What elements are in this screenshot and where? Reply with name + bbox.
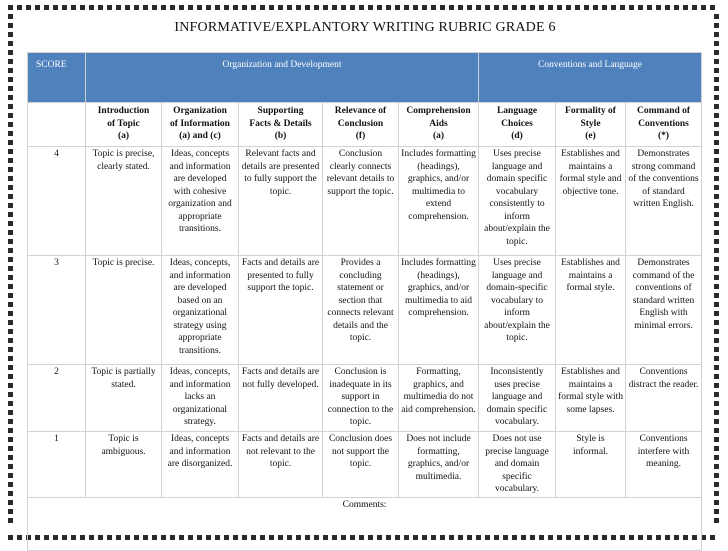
border-square — [8, 5, 13, 10]
border-square — [413, 5, 418, 10]
rubric-cell: Topic is partially stated. — [86, 365, 162, 432]
rubric-cell: Facts and details are not fully developed. — [239, 365, 323, 432]
border-square — [8, 77, 13, 82]
border-square — [714, 347, 719, 352]
score-value: 2 — [28, 365, 86, 432]
border-square — [44, 5, 49, 10]
border-square — [431, 5, 436, 10]
border-square — [714, 122, 719, 127]
border-square — [714, 374, 719, 379]
border-square — [714, 68, 719, 73]
rubric-title: INFORMATIVE/EXPLANTORY WRITING RUBRIC GRADE 6 — [174, 20, 556, 35]
border-square — [251, 5, 256, 10]
border-square — [287, 5, 292, 10]
border-square — [440, 5, 445, 10]
border-square — [8, 230, 13, 235]
border-square — [8, 518, 13, 523]
border-square — [8, 338, 13, 343]
border-square — [98, 5, 103, 10]
border-square — [714, 23, 719, 28]
rubric-cell: Topic is precise, clearly stated. — [86, 147, 162, 256]
border-square — [714, 194, 719, 199]
criterion-heading: Language Choices (d) — [479, 103, 556, 147]
border-square — [8, 365, 13, 370]
border-square — [8, 221, 13, 226]
border-square — [714, 140, 719, 145]
border-square — [476, 5, 481, 10]
border-square — [674, 5, 679, 10]
border-square — [647, 5, 652, 10]
border-square — [620, 5, 625, 10]
table-row — [28, 147, 702, 256]
border-square — [8, 104, 13, 109]
border-square — [8, 428, 13, 433]
rubric-cell: Conventions interfere with meaning. — [626, 432, 702, 498]
border-square — [512, 5, 517, 10]
border-square — [8, 293, 13, 298]
border-square — [593, 5, 598, 10]
border-square — [8, 167, 13, 172]
border-square — [701, 5, 706, 10]
border-square — [467, 5, 472, 10]
border-square — [714, 149, 719, 154]
criterion-heading: Organization of Information (a) and (c) — [162, 103, 239, 147]
border-square — [8, 482, 13, 487]
border-square — [714, 50, 719, 55]
border-square — [714, 329, 719, 334]
border-square — [8, 535, 13, 540]
border-square — [368, 5, 373, 10]
border-square — [8, 329, 13, 334]
border-square — [8, 212, 13, 217]
border-square — [485, 5, 490, 10]
header-band-row — [28, 53, 702, 103]
table-row — [28, 365, 702, 432]
border-square — [714, 428, 719, 433]
criterion-heading: Formality of Style (e) — [556, 103, 626, 147]
border-square — [161, 5, 166, 10]
border-square — [8, 311, 13, 316]
border-square — [714, 401, 719, 406]
rubric-cell: Topic is precise. — [86, 256, 162, 365]
border-square — [714, 59, 719, 64]
border-square — [714, 464, 719, 469]
border-square — [714, 113, 719, 118]
border-square — [8, 86, 13, 91]
border-square — [8, 401, 13, 406]
criterion-heading: Introduction of Topic (a) — [86, 103, 162, 147]
border-square — [714, 221, 719, 226]
border-square — [8, 320, 13, 325]
border-square — [8, 356, 13, 361]
border-square — [71, 5, 76, 10]
border-square — [395, 5, 400, 10]
border-square — [8, 131, 13, 136]
border-square — [8, 14, 13, 19]
border-square — [404, 5, 409, 10]
border-square — [611, 5, 616, 10]
border-square — [714, 455, 719, 460]
border-square — [710, 535, 715, 540]
border-square — [116, 5, 121, 10]
border-square — [8, 50, 13, 55]
border-square — [714, 392, 719, 397]
border-square — [629, 5, 634, 10]
border-square — [8, 68, 13, 73]
rubric-cell: Ideas, concepts, and information lacks an organizational strategy. — [162, 365, 239, 432]
rubric-cell: Ideas, concepts, and information are developed based on an organizational strategy using appropriate transitions. — [162, 256, 239, 365]
rubric-cell: Uses precise language and domain specific vocabulary consistently to inform about/explain the topic. — [479, 147, 556, 256]
border-square — [714, 482, 719, 487]
organization-development-header: Organization and Development — [86, 53, 479, 103]
border-square — [530, 5, 535, 10]
border-square — [188, 5, 193, 10]
border-square — [8, 23, 13, 28]
border-square — [714, 383, 719, 388]
border-square — [714, 185, 719, 190]
rubric-cell: Ideas, concepts and information are developed with cohesive organization and appropriate transitions. — [162, 147, 239, 256]
rubric-cell: Demonstrates command of the conventions of standard written English with minimal errors. — [626, 256, 702, 365]
border-square — [584, 5, 589, 10]
border-square — [714, 131, 719, 136]
border-square — [197, 5, 202, 10]
border-square — [152, 5, 157, 10]
border-square — [8, 500, 13, 505]
rubric-cell: Ideas, concepts and information are disorganized. — [162, 432, 239, 498]
border-square — [8, 185, 13, 190]
border-square — [422, 5, 427, 10]
border-square — [35, 5, 40, 10]
border-square — [714, 437, 719, 442]
border-square — [714, 338, 719, 343]
rubric-cell: Includes formatting (headings), graphics, and/or multimedia to extend comprehension. — [399, 147, 479, 256]
rubric-cell: Establishes and maintains a formal style with some lapses. — [556, 365, 626, 432]
border-square — [296, 5, 301, 10]
border-square — [714, 500, 719, 505]
border-square — [714, 14, 719, 19]
border-square — [8, 455, 13, 460]
border-square — [179, 5, 184, 10]
rubric-cell: Conclusion does not support the topic. — [323, 432, 399, 498]
border-square — [8, 284, 13, 289]
border-square — [714, 86, 719, 91]
rubric-table — [27, 52, 702, 551]
rubric-cell: Establishes and maintains a formal style. — [556, 256, 626, 365]
border-square — [8, 122, 13, 127]
criteria-blank-cell — [28, 103, 86, 147]
comments-row — [28, 497, 702, 550]
border-square — [8, 203, 13, 208]
border-square — [80, 5, 85, 10]
table-row — [28, 256, 702, 365]
border-square — [53, 5, 58, 10]
rubric-cell: Conventions distract the reader. — [626, 365, 702, 432]
border-square — [8, 266, 13, 271]
border-square — [714, 419, 719, 424]
border-square — [714, 302, 719, 307]
border-square — [8, 239, 13, 244]
border-square — [714, 203, 719, 208]
border-square — [323, 5, 328, 10]
criterion-heading: Relevance of Conclusion (f) — [323, 103, 399, 147]
border-square — [714, 212, 719, 217]
border-square — [8, 275, 13, 280]
border-square — [8, 302, 13, 307]
border-square — [714, 509, 719, 514]
rubric-cell: Facts and details are presented to fully support the topic. — [239, 256, 323, 365]
border-square — [714, 266, 719, 271]
rubric-cell: Inconsistently uses precise language and domain specific vocabulary. — [479, 365, 556, 432]
border-square — [8, 248, 13, 253]
border-square — [714, 491, 719, 496]
table-row — [28, 432, 702, 498]
border-square — [714, 95, 719, 100]
rubric-cell: Demonstrates strong command of the conventions of standard written English. — [626, 147, 702, 256]
rubric-cell: Conclusion clearly connects relevant details to support the topic. — [323, 147, 399, 256]
rubric-cell: Topic is ambiguous. — [86, 432, 162, 498]
border-square — [8, 464, 13, 469]
border-square — [458, 5, 463, 10]
border-square — [503, 5, 508, 10]
border-square — [714, 365, 719, 370]
border-square — [602, 5, 607, 10]
border-square — [134, 5, 139, 10]
border-square — [17, 5, 22, 10]
border-square — [714, 320, 719, 325]
border-square — [714, 41, 719, 46]
border-square — [8, 410, 13, 415]
border-square — [206, 5, 211, 10]
border-square — [714, 473, 719, 478]
criterion-heading: Command of Conventions (*) — [626, 103, 702, 147]
border-square — [638, 5, 643, 10]
border-square — [8, 140, 13, 145]
border-square — [714, 410, 719, 415]
border-square — [62, 5, 67, 10]
comments-label: Comments: — [28, 497, 702, 550]
border-square — [665, 5, 670, 10]
border-square — [8, 41, 13, 46]
border-square — [8, 383, 13, 388]
border-square — [714, 311, 719, 316]
border-square — [714, 158, 719, 163]
border-square — [350, 5, 355, 10]
criterion-heading: Comprehension Aids (a) — [399, 103, 479, 147]
border-square — [125, 5, 130, 10]
border-square — [8, 473, 13, 478]
border-square — [683, 5, 688, 10]
border-square — [575, 5, 580, 10]
border-square — [539, 5, 544, 10]
rubric-cell: Includes formatting (headings), graphics, and/or multimedia to aid comprehension. — [399, 256, 479, 365]
border-square — [8, 347, 13, 352]
border-square — [242, 5, 247, 10]
rubric-cell: Relevant facts and details are presented to fully support the topic. — [239, 147, 323, 256]
border-square — [714, 104, 719, 109]
border-square — [8, 392, 13, 397]
border-square — [17, 535, 22, 540]
border-square — [8, 59, 13, 64]
border-square — [714, 284, 719, 289]
criteria-row — [28, 103, 702, 147]
rubric-cell: Establishes and maintains a formal style and objective tone. — [556, 147, 626, 256]
border-square — [714, 518, 719, 523]
border-square — [8, 509, 13, 514]
rubric-cell: Style is informal. — [556, 432, 626, 498]
border-square — [8, 419, 13, 424]
border-square — [89, 5, 94, 10]
score-value: 3 — [28, 256, 86, 365]
border-square — [8, 113, 13, 118]
rubric-cell: Does not include formatting, graphics, and/or multimedia. — [399, 432, 479, 498]
border-square — [269, 5, 274, 10]
border-square — [566, 5, 571, 10]
rubric-cell: Facts and details are not relevant to the topic. — [239, 432, 323, 498]
border-square — [8, 257, 13, 262]
rubric-cell: Conclusion is inadequate in its support in connection to the topic. — [323, 365, 399, 432]
border-square — [494, 5, 499, 10]
score-value: 4 — [28, 147, 86, 256]
border-square — [215, 5, 220, 10]
border-square — [714, 275, 719, 280]
border-square — [8, 446, 13, 451]
border-square — [656, 5, 661, 10]
border-square — [8, 149, 13, 154]
border-square — [692, 5, 697, 10]
border-square — [710, 5, 715, 10]
criterion-heading: Supporting Facts & Details (b) — [239, 103, 323, 147]
border-square — [714, 248, 719, 253]
border-square — [377, 5, 382, 10]
border-square — [8, 158, 13, 163]
conventions-language-header: Conventions and Language — [479, 53, 702, 103]
border-square — [8, 95, 13, 100]
border-square — [170, 5, 175, 10]
border-square — [305, 5, 310, 10]
border-square — [714, 239, 719, 244]
border-square — [8, 437, 13, 442]
border-square — [714, 446, 719, 451]
border-square — [714, 293, 719, 298]
border-square — [8, 491, 13, 496]
score-value: 1 — [28, 432, 86, 498]
border-square — [521, 5, 526, 10]
border-square — [359, 5, 364, 10]
border-square — [714, 230, 719, 235]
border-square — [332, 5, 337, 10]
rubric-cell: Does not use precise language and domain specific vocabulary. — [479, 432, 556, 498]
border-square — [26, 5, 31, 10]
border-square — [278, 5, 283, 10]
border-square — [8, 194, 13, 199]
rubric-cell: Provides a concluding statement or section that connects relevant details and the topic. — [323, 256, 399, 365]
border-square — [260, 5, 265, 10]
border-square — [714, 32, 719, 37]
border-square — [449, 5, 454, 10]
border-square — [233, 5, 238, 10]
border-square — [714, 257, 719, 262]
border-square — [143, 5, 148, 10]
border-square — [548, 5, 553, 10]
border-square — [107, 5, 112, 10]
border-square — [341, 5, 346, 10]
border-square — [224, 5, 229, 10]
border-square — [386, 5, 391, 10]
rubric-cell: Formatting, graphics, and multimedia do not aid comprehension. — [399, 365, 479, 432]
border-square — [8, 32, 13, 37]
score-header: SCORE — [28, 53, 86, 103]
border-square — [714, 77, 719, 82]
border-square — [8, 374, 13, 379]
border-square — [714, 167, 719, 172]
border-square — [557, 5, 562, 10]
border-square — [8, 176, 13, 181]
border-square — [714, 356, 719, 361]
rubric-cell: Uses precise language and domain-specific vocabulary to inform about/explain the topic. — [479, 256, 556, 365]
border-square — [714, 176, 719, 181]
border-square — [314, 5, 319, 10]
